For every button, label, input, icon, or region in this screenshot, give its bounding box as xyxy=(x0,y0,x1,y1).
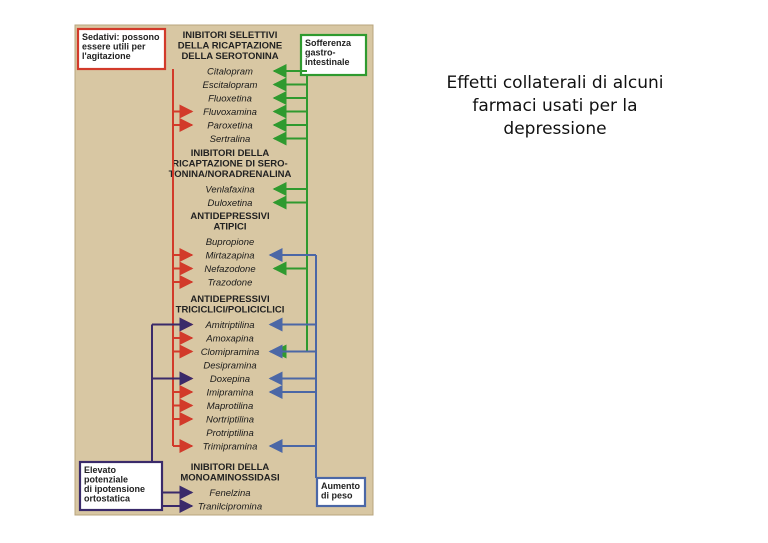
drug-name: Paroxetina xyxy=(207,120,253,132)
drug-name: Sertralina xyxy=(209,134,251,145)
drug-name: Tranilcipromina xyxy=(197,501,263,513)
legend-sofferenza-line: Sofferenza xyxy=(305,38,352,48)
legend-sofferenza-line: gastro- xyxy=(305,47,336,58)
legend-aumento-line: di peso xyxy=(321,490,353,501)
group-header-line: ANTIDEPRESSIVI xyxy=(190,294,270,305)
slide-title-line: Effetti collaterali di alcuni xyxy=(446,73,664,93)
group-header-line: DELLA SEROTONINA xyxy=(181,51,279,62)
legend-sedativi-line: essere utili per xyxy=(82,41,146,52)
slide-title xyxy=(420,72,690,141)
drug-name: Maprotilina xyxy=(206,401,254,412)
drug-name: Mirtazapina xyxy=(205,250,255,262)
drug-name: Trazodone xyxy=(207,277,253,289)
drug-name: Imipramina xyxy=(206,387,254,399)
group-header-line: INIBITORI DELLA xyxy=(190,462,270,473)
legend-elevato-line: di ipotensione xyxy=(84,484,146,494)
legend-sedativi-line: Sedativi: possono xyxy=(82,32,160,42)
group-header-line: MONOAMINOSSIDASI xyxy=(180,472,280,484)
drug-name: Fluvoxamina xyxy=(203,107,257,118)
drug-name: Duloxetina xyxy=(207,198,253,209)
group-header-line: DELLA RICAPTAZIONE xyxy=(177,40,283,52)
drug-name: Escitalopram xyxy=(202,80,258,91)
drug-name: Fenelzina xyxy=(209,488,251,499)
group-header-line: RICAPTAZIONE DI SERO- xyxy=(172,158,288,170)
drug-name: Protriptilina xyxy=(206,428,254,439)
legend-aumento-line: Aumento xyxy=(321,481,360,491)
group-header-line: ANTIDEPRESSIVI xyxy=(190,211,270,222)
drug-name: Trimipramina xyxy=(202,441,258,453)
drug-name: Clomipramina xyxy=(200,347,260,358)
drug-name: Fluoxetina xyxy=(208,93,252,105)
drug-name: Amitriptilina xyxy=(205,320,255,331)
legend-elevato-line: ortostatica xyxy=(84,493,131,504)
drug-name: Nefazodone xyxy=(204,264,256,275)
legend-elevato-line: Elevato xyxy=(84,465,117,475)
drug-name: Citalopram xyxy=(207,66,253,78)
drug-name: Bupropione xyxy=(205,237,255,248)
drug-name: Nortriptilina xyxy=(205,414,255,426)
slide-title-line: farmaci usati per la xyxy=(472,96,638,116)
drug-name: Venlafaxina xyxy=(205,184,255,196)
group-header-line: TONINA/NORADRENALINA xyxy=(168,169,292,180)
group-header-line: INIBITORI SELETTIVI xyxy=(182,30,278,41)
drug-name: Doxepina xyxy=(209,374,251,385)
legend-sofferenza-line: intestinale xyxy=(305,57,350,67)
legend-elevato-line: potenziale xyxy=(84,474,129,485)
group-header-line: TRICICLICI/POLICICLICI xyxy=(175,304,285,316)
legend-sedativi-line: l'agitazione xyxy=(82,51,131,61)
group-header-line: INIBITORI DELLA xyxy=(190,148,270,159)
slide-title-line: depressione xyxy=(503,119,607,139)
group-header-line: ATIPICI xyxy=(213,221,247,233)
drug-name: Desipramina xyxy=(203,360,257,372)
drug-name: Amoxapina xyxy=(206,333,254,345)
